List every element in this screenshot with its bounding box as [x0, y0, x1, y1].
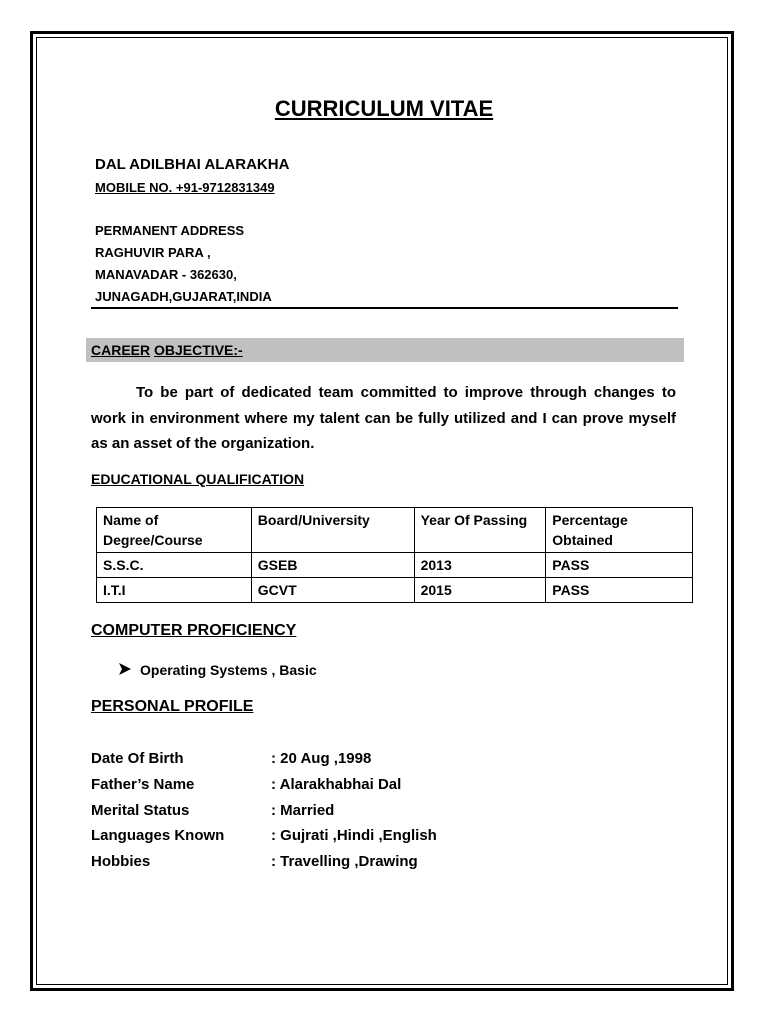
cell-degree: S.S.C. — [97, 553, 252, 578]
mobile-number: MOBILE NO. +91-9712831349 — [95, 180, 275, 195]
cell-degree: I.T.I — [97, 578, 252, 603]
header-divider — [91, 307, 678, 309]
cell-percentage: PASS — [546, 578, 693, 603]
cell-year: 2015 — [414, 578, 546, 603]
computer-skill-text: Operating Systems , Basic — [140, 662, 317, 678]
document-title — [0, 96, 768, 122]
field-value-hobbies: : Travelling ,Drawing — [271, 853, 418, 870]
field-label-languages: Languages Known — [91, 827, 225, 844]
field-value-father: : Alarakhabhai Dal — [271, 776, 402, 793]
objective-heading-word: OBJECTIVE:- — [154, 342, 243, 358]
field-label-hobbies: Hobbies — [91, 853, 151, 870]
education-table — [96, 507, 693, 603]
table-row — [97, 578, 693, 603]
career-objective-text — [91, 380, 676, 457]
cell-board: GCVT — [251, 578, 414, 603]
candidate-name: DAL ADILBHAI ALARAKHA — [95, 156, 290, 173]
header-percentage: Percentage Obtained — [546, 508, 693, 553]
field-value-languages: : Gujrati ,Hindi ,English — [271, 827, 437, 844]
field-label-father: Father’s Name — [91, 776, 195, 793]
computer-heading: COMPUTER PROFICIENCY — [91, 622, 297, 639]
field-value-marital: : Married — [271, 802, 335, 819]
career-objective-body: To be part of dedicated team committed to improve through changes to work in environment where my talent can be fully utilized and I can prove myself as an asset of the organization. — [91, 384, 676, 452]
header-year: Year Of Passing — [414, 508, 546, 553]
career-objective-heading — [91, 342, 243, 358]
header-degree: Name of Degree/Course — [97, 508, 252, 553]
arrowhead-bullet-icon — [118, 662, 131, 678]
cell-board: GSEB — [251, 553, 414, 578]
address-line-2: MANAVADAR - 362630, — [95, 267, 237, 282]
header-board: Board/University — [251, 508, 414, 553]
list-item — [118, 662, 317, 678]
cell-year: 2013 — [414, 553, 546, 578]
cell-percentage: PASS — [546, 553, 693, 578]
address-line-3: JUNAGADH,GUJARAT,INDIA — [95, 289, 272, 304]
address-line-1: RAGHUVIR PARA , — [95, 245, 211, 260]
field-label-dob: Date Of Birth — [91, 750, 184, 767]
field-label-marital: Merital Status — [91, 802, 190, 819]
career-heading-word: CAREER — [91, 342, 151, 358]
education-heading: EDUCATIONAL QUALIFICATION — [91, 471, 305, 487]
personal-heading: PERSONAL PROFILE — [91, 698, 254, 715]
education-header-row — [97, 508, 693, 553]
field-value-dob: : 20 Aug ,1998 — [271, 750, 372, 767]
document-title-text: CURRICULUM VITAE — [274, 96, 494, 121]
address-heading: PERMANENT ADDRESS — [95, 223, 245, 238]
table-row — [97, 553, 693, 578]
